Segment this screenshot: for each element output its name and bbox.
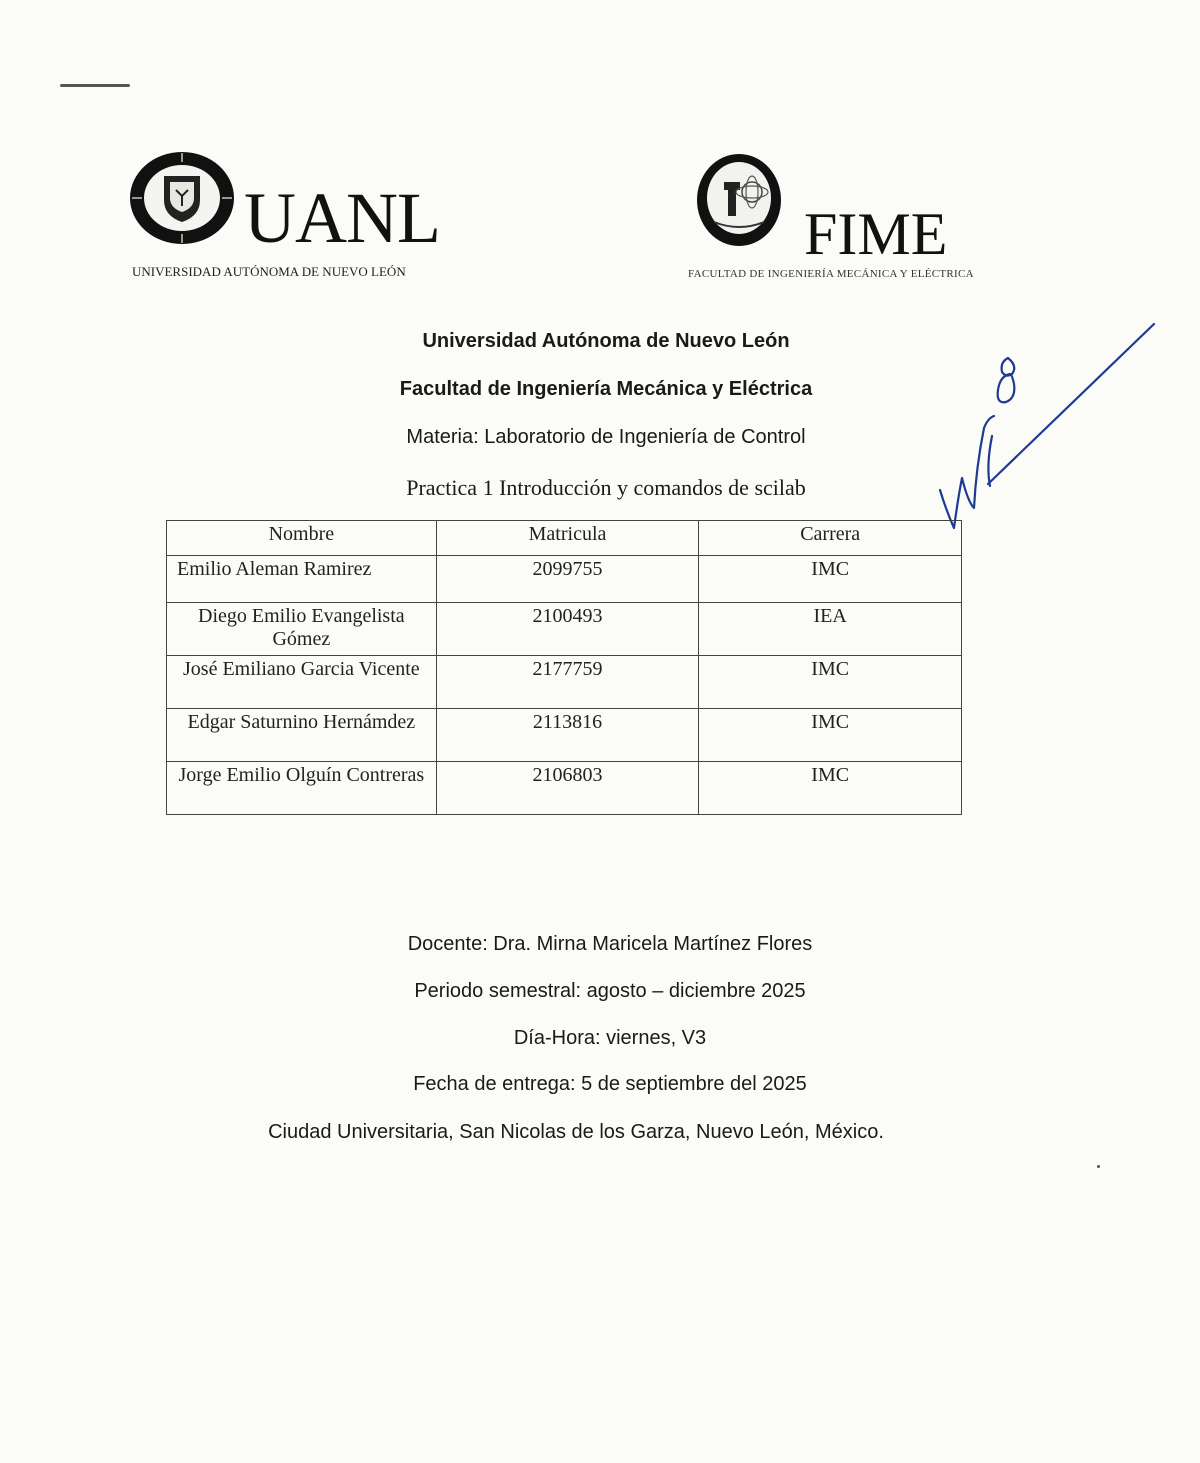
student-id: 2100493: [436, 603, 699, 656]
fime-wordmark: FIME: [804, 201, 948, 267]
scan-mark: [60, 84, 130, 87]
university-title: Universidad Autónoma de Nuevo León: [422, 330, 790, 352]
student-id: 2177759: [436, 656, 699, 709]
student-id: 2106803: [436, 762, 699, 815]
due-date-line: Fecha de entrega: 5 de septiembre del 2025: [413, 1073, 807, 1095]
table-row: [167, 709, 962, 762]
student-name: Diego Emilio Evangelista Gómez: [167, 603, 437, 656]
period-line: Periodo semestral: agosto – diciembre 2025: [414, 980, 806, 1002]
student-career: IMC: [699, 709, 962, 762]
uanl-caption: UNIVERSIDAD AUTÓNOMA DE NUEVO LEÓN: [132, 264, 406, 279]
faculty-title: Facultad de Ingeniería Mecánica y Eléctrica: [399, 378, 813, 400]
student-career: IEA: [699, 603, 962, 656]
subject-line: Materia: Laboratorio de Ingeniería de Control: [406, 426, 806, 448]
teacher-line: Docente: Dra. Mirna Maricela Martínez Flores: [407, 933, 813, 955]
fime-logo: [688, 152, 998, 292]
schedule-line: Día-Hora: viernes, V3: [513, 1027, 707, 1049]
student-career: IMC: [699, 656, 962, 709]
table-row: [167, 556, 962, 603]
student-career: IMC: [699, 762, 962, 815]
table-row: [167, 603, 962, 656]
student-name: Emilio Aleman Ramirez: [167, 556, 437, 603]
scan-speck: [1097, 1165, 1100, 1168]
handwritten-signature: [930, 318, 1170, 533]
student-career: IMC: [699, 556, 962, 603]
table-row: [167, 656, 962, 709]
student-id: 2099755: [436, 556, 699, 603]
column-header-name: Nombre: [167, 521, 437, 556]
student-id: 2113816: [436, 709, 699, 762]
fime-caption: FACULTAD DE INGENIERÍA MECÁNICA Y ELÉCTRICA: [688, 268, 974, 280]
student-name: Jorge Emilio Olguín Contreras: [167, 762, 437, 815]
table-row: [167, 762, 962, 815]
student-name: José Emiliano Garcia Vicente: [167, 656, 437, 709]
location-line: Ciudad Universitaria, San Nicolas de los Garza, Nuevo León, México.: [268, 1121, 884, 1143]
student-name: Edgar Saturnino Hernámdez: [167, 709, 437, 762]
uanl-logo: [128, 150, 458, 280]
uanl-seal-icon: [128, 150, 236, 246]
fime-seal-icon: [696, 152, 782, 248]
students-table: [166, 520, 962, 815]
column-header-id: Matricula: [436, 521, 699, 556]
table-header-row: [167, 521, 962, 556]
column-header-career: Carrera: [699, 521, 962, 556]
practice-title: Practica 1 Introducción y comandos de scilab: [406, 475, 806, 500]
uanl-wordmark: UANL: [244, 178, 440, 258]
